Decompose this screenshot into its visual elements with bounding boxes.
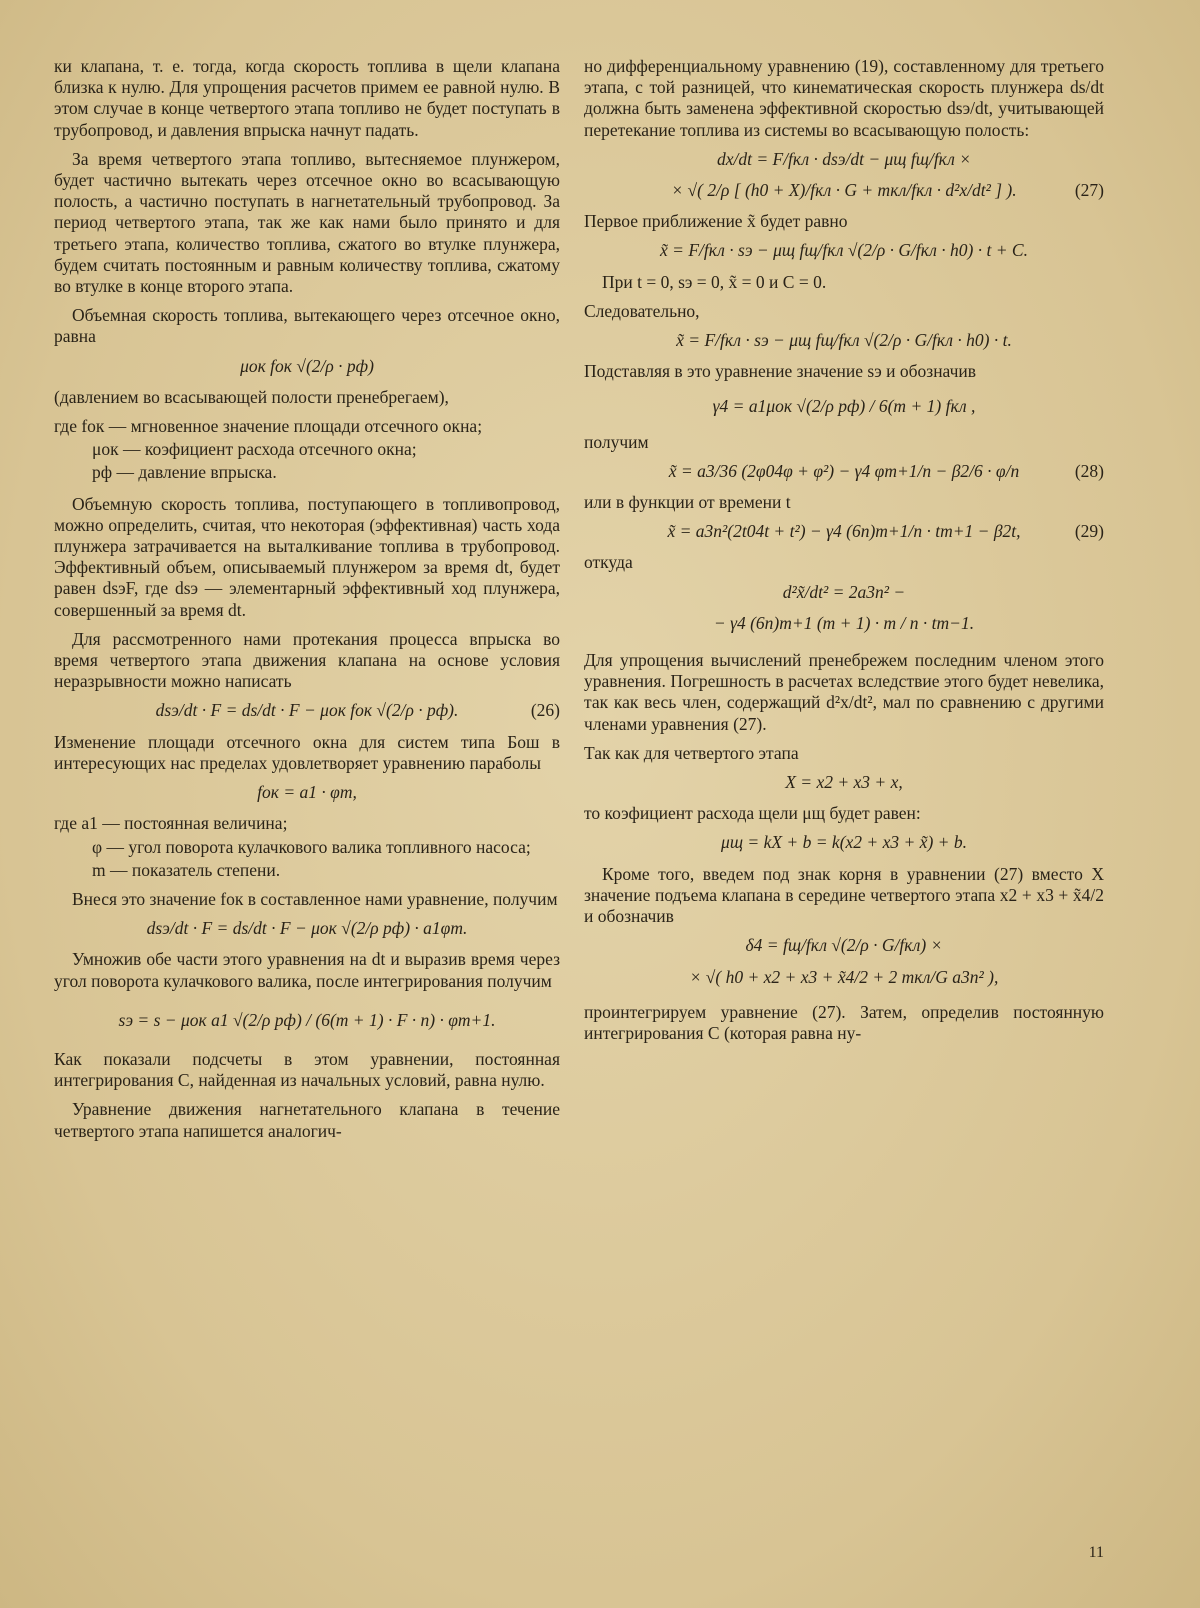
- definition: где a1 — постоянная величина;: [54, 813, 288, 834]
- definition: где fок — мгновенное значение площади отсечного окна;: [54, 416, 483, 437]
- page-number: 11: [1088, 1544, 1104, 1561]
- equation-number: (27): [1074, 180, 1104, 201]
- equation: X = x2 + x3 + x,: [785, 772, 903, 793]
- equation: dsэ/dt · F = ds/dt · F − μок √(2/ρ pф) · a1φm.: [146, 918, 468, 939]
- definition: m — показатель степени.: [92, 859, 281, 880]
- paragraph: Объемная скорость топлива, вытекающего через отсечное окно, равна: [54, 305, 560, 347]
- right-column: [584, 56, 1104, 1052]
- equation: μок fок √(2/ρ · pф): [240, 355, 374, 376]
- paragraph: За время четвертого этапа топливо, вытесняемое плунжером, будет частично вытекать через отсечное окно во всасывающую полость, а частично поступать в нагнетательный трубопровод. За период четвертого этапа, так же как нами было принято и для третьего этапа, количество топлива, сжатого во втулке плунжера, будем считать постоянным и равным количеству топлива, сжатому во втулке в конце второго этапа.: [54, 148, 560, 297]
- equation-body: × √( 2/ρ [ (h0 + X)/fкл · G + mкл/fкл · d²x/dt² ] ).: [671, 180, 1017, 201]
- equation-body: dsэ/dt · F = ds/dt · F − μок fок √(2/ρ · pф).: [155, 700, 459, 721]
- paragraph: то коэфициент расхода щели μщ будет равен:: [584, 803, 921, 824]
- paragraph: Так как для четвертого этапа: [584, 742, 799, 763]
- equation: fок = a1 · φm,: [257, 782, 357, 803]
- equation-29: [584, 521, 1104, 542]
- equation: d²x̃/dt² = 2a3n² −: [782, 581, 906, 602]
- equation: x̃ = F/fкл · sэ − μщ fщ/fкл √(2/ρ · G/fкл · h0) · t + C.: [660, 240, 1028, 261]
- paragraph: При t = 0, sэ = 0, x̃ = 0 и C = 0.: [602, 271, 827, 292]
- paragraph: Умножив обе части этого уравнения на dt и выразив время через угол поворота кулачкового валика, после интегрирования получим: [54, 949, 560, 991]
- left-column: [54, 56, 560, 1150]
- paragraph: Внеся это значение fок в составленное нами уравнение, получим: [72, 888, 558, 909]
- equation-28: [584, 461, 1104, 482]
- paragraph: но дифференциальному уравнению (19), составленному для третьего этапа, с той разницей, что кинематическая скорость плунжера ds/dt должна быть заменена эффективной скоростью dsэ/dt, учитывающей перетекание топлива из системы во всасывающую полость:: [584, 56, 1104, 140]
- equation: sэ = s − μок a1 √(2/ρ pф) / (6(m + 1) · F · n) · φm+1.: [118, 1009, 496, 1030]
- paragraph: Как показали подсчеты в этом уравнении, постоянная интегрирования C, найденная из начальных условий, равна нулю.: [54, 1048, 560, 1091]
- equation-26: [54, 700, 560, 721]
- equation-number: (29): [1074, 521, 1104, 542]
- paragraph: Уравнение движения нагнетательного клапана в течение четвертого этапа напишется аналогич-: [54, 1099, 560, 1141]
- equation: δ4 = fщ/fкл √(2/ρ · G/fкл) ×: [745, 935, 943, 956]
- equation-body: x̃ = a3n²(2t04t + t²) − γ4 (6n)m+1/n · tm+1 − β2t,: [667, 521, 1021, 542]
- paragraph: Объемную скорость топлива, поступающего в топливопровод, можно определить, считая, что некоторая (эффективная) часть хода плунжера затрачивается на выталкивание топлива в трубопровод. Эффективный объем, описываемый плунжером за время dt, будет равен dsэF, где dsэ — элементарный эффективный ход плунжера, совершенный за время dt.: [54, 493, 560, 620]
- paragraph: Кроме того, введем под знак корня в уравнении (27) вместо X значение подъема клапана в середине четвертого этапа x2 + x3 + x̃4/2 и обозначив: [584, 863, 1104, 927]
- paragraph: ки клапана, т. е. тогда, когда скорость топлива в щели клапана близка к нулю. Для упрощения расчетов примем ее равной нулю. В этом случае в конце четвертого этапа топливо не будет поступать в трубопровод, и давления впрыска начнут падать.: [54, 56, 560, 140]
- paragraph: Подставляя в это уравнение значение sэ и обозначив: [584, 361, 977, 382]
- equation: x̃ = F/fкл · sэ − μщ fщ/fкл √(2/ρ · G/fкл · h0) · t.: [676, 330, 1012, 351]
- equation-27: [584, 180, 1104, 201]
- equation: dx/dt = F/fкл · dsэ/dt − μщ fщ/fкл ×: [716, 148, 972, 169]
- paragraph: проинтегрируем уравнение (27). Затем, определив постоянную интегрирования C (которая равна ну-: [584, 1001, 1104, 1043]
- equation-body: x̃ = a3/36 (2φ04φ + φ²) − γ4 φm+1/n − β2/6 · φ/n: [668, 460, 1020, 481]
- paragraph: Изменение площади отсечного окна для систем типа Бош в интересующих нас пределах удовлетворяет уравнению параболы: [54, 731, 560, 773]
- equation: × √( h0 + x2 + x3 + x̃4/2 + 2 mкл/G a3n² ),: [689, 966, 999, 987]
- equation: μщ = kX + b = k(x2 + x3 + x̃) + b.: [721, 832, 967, 853]
- paragraph: получим: [584, 431, 649, 452]
- paragraph: Для рассмотренного нами протекания процесса впрыска во время четвертого этапа движения клапана на основе условия неразрывности можно написать: [54, 628, 560, 692]
- definition: φ — угол поворота кулачкового валика топливного насоса;: [92, 836, 531, 857]
- paragraph: Первое приближение x̃ будет равно: [584, 211, 848, 232]
- equation: − γ4 (6n)m+1 (m + 1) · m / n · tm−1.: [713, 612, 975, 633]
- equation-number: (26): [530, 700, 560, 721]
- paragraph: откуда: [584, 552, 633, 573]
- paragraph: Следовательно,: [584, 300, 700, 321]
- equation: γ4 = a1μок √(2/ρ pф) / 6(m + 1) fкл ,: [712, 396, 976, 417]
- equation-number: (28): [1074, 460, 1104, 481]
- definition: pф — давление впрыска.: [92, 462, 277, 483]
- paragraph: или в функции от времени t: [584, 492, 791, 513]
- definition: μок — коэфициент расхода отсечного окна;: [92, 439, 417, 460]
- paragraph: (давлением во всасывающей полости пренебрегаем),: [54, 386, 449, 407]
- paragraph: Для упрощения вычислений пренебрежем последним членом этого уравнения. Погрешность в расчетах вследствие этого будет невелика, так как весь член, содержащий d²x/dt², мал по сравнению с другими членами уравнения (27).: [584, 650, 1104, 734]
